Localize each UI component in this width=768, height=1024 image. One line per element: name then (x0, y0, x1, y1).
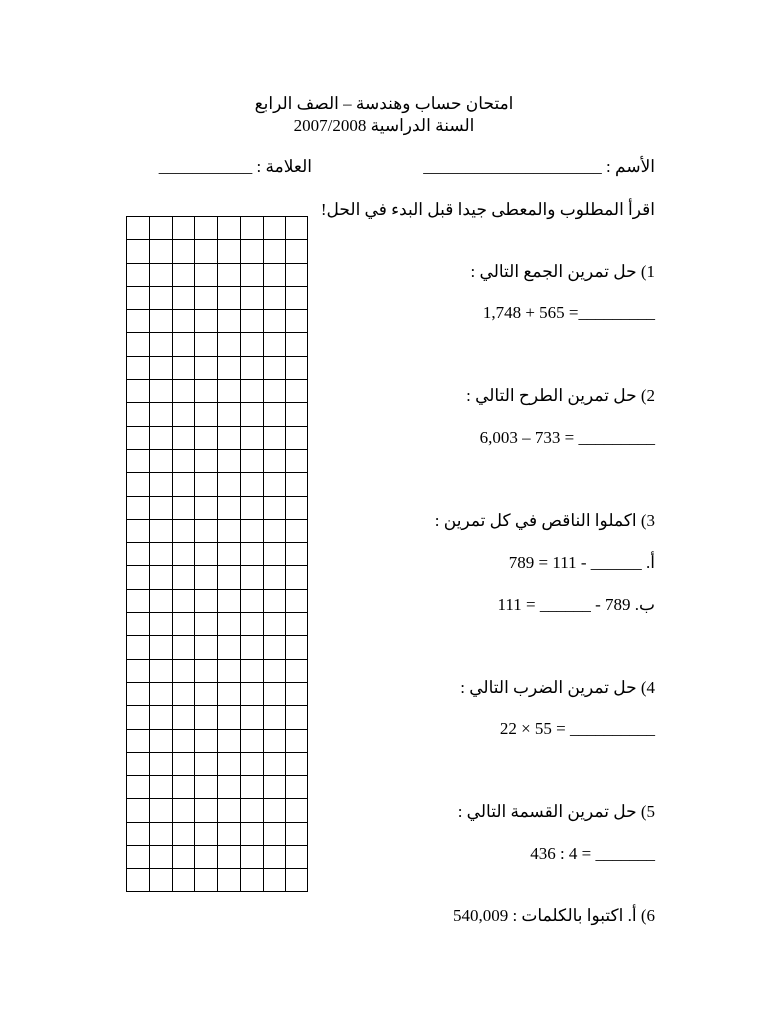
grid-cell (217, 729, 240, 752)
grid-cell (126, 565, 149, 588)
grid-cell (172, 612, 195, 635)
grid-cell (217, 635, 240, 658)
grid-cell (285, 426, 308, 449)
grid-cell (194, 379, 217, 402)
grid-cell (126, 612, 149, 635)
grid-cell (217, 379, 240, 402)
grid-cell (217, 216, 240, 239)
grid-cell (240, 426, 263, 449)
grid-cell (172, 682, 195, 705)
grid-cell (240, 705, 263, 728)
grid-cell (285, 612, 308, 635)
grid-cell (285, 798, 308, 821)
grid-cell (194, 612, 217, 635)
grid-cell (172, 286, 195, 309)
grid-cell (217, 402, 240, 425)
grid-cell (149, 496, 172, 519)
grid-cell (194, 263, 217, 286)
grid-cell (285, 449, 308, 472)
grid-cell (240, 589, 263, 612)
grid-cell (172, 705, 195, 728)
grid-cell (149, 729, 172, 752)
grid-cell (126, 775, 149, 798)
grid-cell (149, 472, 172, 495)
grid-cell (217, 542, 240, 565)
grid-cell (126, 496, 149, 519)
grid-cell (240, 472, 263, 495)
scratch-grid (126, 216, 308, 892)
grid-cell (194, 659, 217, 682)
grid-cell (126, 705, 149, 728)
grid-cell (263, 496, 286, 519)
grid-cell (172, 496, 195, 519)
grid-cell (240, 845, 263, 868)
grid-cell (240, 822, 263, 845)
grid-cell (263, 612, 286, 635)
grid-cell (263, 216, 286, 239)
grid-cell (285, 682, 308, 705)
grid-cell (285, 402, 308, 425)
grid-cell (285, 589, 308, 612)
grid-cell (263, 635, 286, 658)
grid-cell (172, 659, 195, 682)
grid-cell (126, 332, 149, 355)
grid-cell (172, 775, 195, 798)
grid-cell (285, 356, 308, 379)
grid-cell (285, 263, 308, 286)
grid-cell (263, 659, 286, 682)
question-4-prompt: 4) حل تمرين الضرب التالي : (460, 678, 655, 697)
grid-cell (285, 519, 308, 542)
grid-cell (240, 286, 263, 309)
grid-cell (263, 845, 286, 868)
grid-cell (285, 216, 308, 239)
grid-cell (217, 356, 240, 379)
grid-cell (194, 589, 217, 612)
grid-cell (217, 565, 240, 588)
grid-cell (285, 332, 308, 355)
grid-cell (240, 775, 263, 798)
grid-cell (217, 822, 240, 845)
grid-cell (149, 612, 172, 635)
question-2-equation: 6,003 – 733 = _________ (479, 428, 655, 447)
grid-cell (263, 379, 286, 402)
grid-cell (172, 332, 195, 355)
grid-cell (149, 216, 172, 239)
grid-cell (217, 589, 240, 612)
grid-cell (240, 752, 263, 775)
grid-cell (126, 216, 149, 239)
grid-cell (172, 472, 195, 495)
grid-cell (126, 798, 149, 821)
grid-cell (217, 659, 240, 682)
grid-cell (285, 868, 308, 891)
grid-cell (126, 309, 149, 332)
grid-cell (126, 379, 149, 402)
grid-cell (263, 263, 286, 286)
grid-cell (194, 472, 217, 495)
grid-cell (194, 332, 217, 355)
grid-cell (285, 752, 308, 775)
grid-cell (194, 542, 217, 565)
grid-cell (263, 332, 286, 355)
grid-cell (285, 379, 308, 402)
grid-cell (126, 589, 149, 612)
grid-cell (149, 402, 172, 425)
grid-cell (194, 356, 217, 379)
grid-cell (285, 472, 308, 495)
grid-cell (194, 775, 217, 798)
instruction-text: اقرأ المطلوب والمعطى جيدا قبل البدء في الحل! (320, 200, 655, 219)
grid-cell (149, 356, 172, 379)
grid-cell (285, 635, 308, 658)
grid-cell (240, 263, 263, 286)
grid-cell (172, 263, 195, 286)
question-5-equation: 436 : 4 = _______ (530, 844, 655, 863)
grid-cell (149, 239, 172, 262)
grid-cell (217, 612, 240, 635)
grid-cell (263, 589, 286, 612)
school-year: السنة الدراسية 2007/2008 (293, 116, 475, 135)
grid-cell (172, 239, 195, 262)
grid-cell (172, 868, 195, 891)
grid-cell (149, 309, 172, 332)
grid-cell (285, 729, 308, 752)
grid-cell (240, 309, 263, 332)
question-5-prompt: 5) حل تمرين القسمة التالي : (457, 802, 655, 821)
grid-cell (285, 822, 308, 845)
grid-cell (149, 798, 172, 821)
grid-cell (194, 635, 217, 658)
grid-cell (263, 472, 286, 495)
grid-cell (263, 798, 286, 821)
question-3-prompt: 3) اكملوا الناقص في كل تمرين : (434, 511, 655, 530)
grid-cell (149, 519, 172, 542)
grid-cell (194, 286, 217, 309)
grid-cell (285, 309, 308, 332)
grid-cell (172, 519, 195, 542)
grid-cell (263, 705, 286, 728)
grid-cell (263, 729, 286, 752)
grid-cell (194, 519, 217, 542)
grid-cell (149, 449, 172, 472)
grid-cell (194, 705, 217, 728)
grid-cell (240, 612, 263, 635)
grid-cell (217, 426, 240, 449)
grid-cell (263, 286, 286, 309)
grid-cell (194, 449, 217, 472)
grid-cell (285, 659, 308, 682)
grid-cell (149, 775, 172, 798)
grid-cell (217, 286, 240, 309)
grid-cell (194, 822, 217, 845)
grid-cell (126, 263, 149, 286)
grid-cell (240, 542, 263, 565)
exam-title: امتحان حساب وهندسة – الصف الرابع (254, 94, 514, 113)
grade-field: العلامة : ___________ (158, 157, 312, 176)
grid-cell (194, 752, 217, 775)
grid-cell (149, 379, 172, 402)
grid-cell (126, 822, 149, 845)
grid-cell (240, 449, 263, 472)
grid-cell (172, 356, 195, 379)
grid-cell (126, 239, 149, 262)
grid-cell (149, 426, 172, 449)
grid-cell (126, 729, 149, 752)
grid-cell (285, 565, 308, 588)
question-1-prompt: 1) حل تمرين الجمع التالي : (470, 262, 655, 281)
grid-cell (149, 542, 172, 565)
grid-cell (217, 705, 240, 728)
grid-cell (263, 356, 286, 379)
grid-cell (217, 845, 240, 868)
question-3b-equation: ب. 789 - ______ = 111 (497, 595, 655, 614)
grid-cell (172, 379, 195, 402)
grid-cell (285, 845, 308, 868)
grid-cell (149, 868, 172, 891)
grid-cell (263, 565, 286, 588)
grid-cell (149, 565, 172, 588)
grid-cell (217, 263, 240, 286)
grid-cell (240, 496, 263, 519)
grid-cell (217, 449, 240, 472)
grid-cell (126, 356, 149, 379)
grid-cell (240, 332, 263, 355)
question-2-prompt: 2) حل تمرين الطرح التالي : (466, 386, 655, 405)
grid-cell (240, 565, 263, 588)
grid-cell (240, 379, 263, 402)
grid-cell (149, 263, 172, 286)
grid-cell (126, 659, 149, 682)
grid-cell (285, 286, 308, 309)
grid-cell (285, 775, 308, 798)
grid-cell (172, 752, 195, 775)
grid-cell (194, 565, 217, 588)
grid-cell (263, 752, 286, 775)
question-4-equation: 22 × 55 = __________ (499, 719, 655, 738)
grid-cell (194, 216, 217, 239)
grid-cell (217, 239, 240, 262)
grid-cell (240, 239, 263, 262)
grid-cell (149, 659, 172, 682)
grid-cell (126, 542, 149, 565)
question-3a-equation: أ. ______ - 111 = 789 (508, 553, 655, 572)
grid-cell (217, 752, 240, 775)
grid-cell (172, 798, 195, 821)
grid-cell (126, 868, 149, 891)
grid-cell (285, 239, 308, 262)
grid-cell (194, 239, 217, 262)
grid-cell (217, 496, 240, 519)
grid-cell (240, 356, 263, 379)
grid-cell (240, 798, 263, 821)
grid-cell (172, 449, 195, 472)
grid-cell (263, 309, 286, 332)
grid-cell (285, 705, 308, 728)
grid-cell (240, 682, 263, 705)
grid-cell (149, 589, 172, 612)
grid-cell (172, 729, 195, 752)
grid-cell (263, 775, 286, 798)
grid-cell (217, 798, 240, 821)
grid-cell (172, 216, 195, 239)
grid-cell (194, 402, 217, 425)
grid-cell (217, 309, 240, 332)
grid-cell (217, 775, 240, 798)
grid-cell (172, 635, 195, 658)
grid-cell (194, 868, 217, 891)
grid-cell (172, 565, 195, 588)
grid-cell (263, 868, 286, 891)
grid-cell (263, 822, 286, 845)
grid-cell (240, 868, 263, 891)
grid-cell (126, 519, 149, 542)
grid-cell (285, 496, 308, 519)
grid-cell (194, 798, 217, 821)
grid-cell (285, 542, 308, 565)
grid-cell (217, 682, 240, 705)
grid-cell (240, 729, 263, 752)
grid-cell (240, 216, 263, 239)
grid-cell (240, 519, 263, 542)
grid-cell (126, 472, 149, 495)
grid-cell (172, 309, 195, 332)
grid-cell (194, 426, 217, 449)
grid-cell (263, 402, 286, 425)
grid-cell (217, 472, 240, 495)
grid-cell (194, 845, 217, 868)
student-name-field: الأسم : _____________________ (423, 157, 655, 176)
grid-cell (172, 426, 195, 449)
grid-cell (217, 519, 240, 542)
grid-cell (126, 402, 149, 425)
grid-cell (149, 332, 172, 355)
grid-cell (149, 822, 172, 845)
grid-cell (172, 822, 195, 845)
grid-cell (126, 286, 149, 309)
grid-cell (126, 845, 149, 868)
grid-cell (194, 309, 217, 332)
grid-cell (263, 519, 286, 542)
grid-cell (263, 426, 286, 449)
grid-cell (172, 589, 195, 612)
grid-cell (263, 542, 286, 565)
question-6-prompt: 6) أ. اكتبوا بالكلمات : 540,009 (452, 906, 655, 925)
grid-cell (217, 332, 240, 355)
grid-cell (263, 449, 286, 472)
grid-cell (149, 682, 172, 705)
grid-cell (126, 426, 149, 449)
grid-cell (149, 286, 172, 309)
grid-cell (194, 496, 217, 519)
grid-cell (240, 659, 263, 682)
grid-cell (217, 868, 240, 891)
grid-cell (172, 845, 195, 868)
grid-cell (194, 729, 217, 752)
grid-cell (149, 635, 172, 658)
grid-cell (126, 449, 149, 472)
grid-cell (263, 682, 286, 705)
grid-cell (240, 635, 263, 658)
grid-cell (172, 542, 195, 565)
question-1-equation: 1,748 + 565 =_________ (482, 303, 655, 322)
grid-cell (194, 682, 217, 705)
grid-cell (263, 239, 286, 262)
grid-cell (149, 752, 172, 775)
grid-cell (149, 845, 172, 868)
grid-cell (149, 705, 172, 728)
grid-cell (172, 402, 195, 425)
grid-cell (240, 402, 263, 425)
grid-cell (126, 682, 149, 705)
grid-cell (126, 635, 149, 658)
grid-cell (126, 752, 149, 775)
